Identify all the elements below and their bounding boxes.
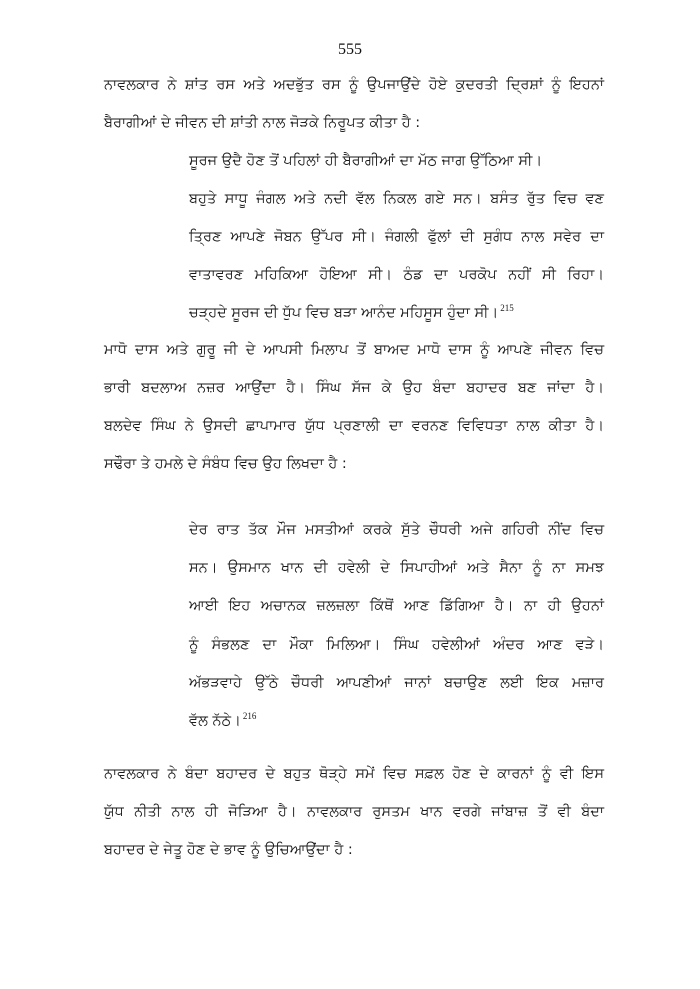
- paragraph-line: ਬਹਾਦਰ ਦੇ ਜੇਤੂ ਹੋਣ ਦੇ ਭਾਵ ਨੂੰ ਉਚਿਆਉਂਦਾ ਹੈ :: [104, 842, 353, 858]
- quote-text: ਚੜ੍ਹਦੇ ਸੂਰਜ ਦੀ ਧੁੱਪ ਵਿਚ ਬੜਾ ਆਨੰਦ ਮਹਿਸੂਸ ਹੁੰਦਾ ਸੀ।: [189, 305, 499, 321]
- quote-line-last: [189, 302, 604, 324]
- quote-text: ਵੱਲ ਨੱਠੇ।: [189, 713, 241, 729]
- paragraph-line: ਸਢੌਰਾ ਤੇ ਹਮਲੇ ਦੇ ਸੰਬੰਧ ਵਿਚ ਉਹ ਲਿਖਦਾ ਹੈ :: [104, 456, 347, 472]
- quote-line: ਸੂਰਜ ਉਦੈ ਹੋਣ ਤੋਂ ਪਹਿਲਾਂ ਹੀ ਬੈਰਾਗੀਆਂ ਦਾ ਮੱਠ ਜਾਗ ਉੱਠਿਆ ਸੀ।: [189, 153, 543, 169]
- quote-line: ਦੇਰ ਰਾਤ ਤੱਕ ਮੌਜ ਮਸਤੀਆਂ ਕਰਕੇ ਸੁੱਤੇ ਚੌਧਰੀ ਅਜੇ ਗਹਿਰੀ ਨੀਂਦ ਵਿਚ: [189, 522, 604, 538]
- paragraph-line: ਨਾਵਲਕਾਰ ਨੇ ਬੰਦਾ ਬਹਾਦਰ ਦੇ ਬਹੁਤ ਥੋੜ੍ਹੇ ਸਮੇਂ ਵਿਚ ਸਫ਼ਲ ਹੋਣ ਦੇ ਕਾਰਨਾਂ ਨੂੰ ਵੀ ਇਸ: [104, 766, 604, 782]
- paragraph-line: ਮਾਧੋ ਦਾਸ ਅਤੇ ਗੁਰੂ ਜੀ ਦੇ ਆਪਸੀ ਮਿਲਾਪ ਤੋਂ ਬਾਅਦ ਮਾਧੋ ਦਾਸ ਨੂੰ ਆਪਣੇ ਜੀਵਨ ਵਿਚ: [104, 342, 604, 358]
- quote-line: ਤ੍ਰਿਣ ਆਪਣੇ ਜੋਬਨ ਉੱਪਰ ਸੀ। ਜੰਗਲੀ ਫੁੱਲਾਂ ਦੀ ਸੁਗੰਧ ਨਾਲ ਸਵੇਰ ਦਾ: [189, 229, 604, 245]
- page-number: 555: [338, 41, 362, 58]
- quote-line: ਸਨ। ਉਸਮਾਨ ਖਾਨ ਦੀ ਹਵੇਲੀ ਦੇ ਸਿਪਾਹੀਆਂ ਅਤੇ ਸੈਨਾ ਨੂੰ ਨਾ ਸਮਝ: [189, 560, 604, 576]
- paragraph-line: ਯੁੱਧ ਨੀਤੀ ਨਾਲ ਹੀ ਜੋੜਿਆ ਹੈ। ਨਾਵਲਕਾਰ ਰੁਸਤਮ ਖਾਨ ਵਰਗੇ ਜਾਂਬਾਜ਼ ਤੋਂ ਵੀ ਬੰਦਾ: [104, 804, 604, 820]
- paragraph-line: ਬੈਰਾਗੀਆਂ ਦੇ ਜੀਵਨ ਦੀ ਸ਼ਾਂਤੀ ਨਾਲ ਜੋੜਕੇ ਨਿਰੂਪਤ ਕੀਤਾ ਹੈ :: [104, 115, 421, 131]
- quote-line: ਆਈ ਇਹ ਅਚਾਨਕ ਜ਼ਲਜ਼ਲਾ ਕਿੱਥੋਂ ਆਣ ਡਿੱਗਿਆ ਹੈ। ਨਾ ਹੀ ਉਹਨਾਂ: [189, 598, 604, 614]
- footnote-reference[interactable]: 215: [500, 303, 514, 314]
- quote-line: ਨੂੰ ਸੰਭਲਣ ਦਾ ਮੌਕਾ ਮਿਲਿਆ। ਸਿੰਘ ਹਵੇਲੀਆਂ ਅੰਦਰ ਆਣ ਵੜੇ।: [189, 637, 604, 653]
- paragraph-line: ਬਲਦੇਵ ਸਿੰਘ ਨੇ ਉਸਦੀ ਛਾਪਾਮਾਰ ਯੁੱਧ ਪ੍ਰਣਾਲੀ ਦਾ ਵਰਨਣ ਵਿਵਿਧਤਾ ਨਾਲ ਕੀਤਾ ਹੈ।: [104, 418, 604, 434]
- quote-line-last: [189, 710, 604, 732]
- quote-line: ਵਾਤਾਵਰਣ ਮਹਿਕਿਆ ਹੋਇਆ ਸੀ। ਠੰਡ ਦਾ ਪਰਕੋਪ ਨਹੀਂ ਸੀ ਰਿਹਾ।: [189, 267, 604, 283]
- quote-line: ਬਹੁਤੇ ਸਾਧੂ ਜੰਗਲ ਅਤੇ ਨਦੀ ਵੱਲ ਨਿਕਲ ਗਏ ਸਨ। ਬਸੰਤ ਰੁੱਤ ਵਿਚ ਵਣ: [189, 191, 604, 207]
- paragraph-line: ਨਾਵਲਕਾਰ ਨੇ ਸ਼ਾਂਤ ਰਸ ਅਤੇ ਅਦਭੁੱਤ ਰਸ ਨੂੰ ਉਪਜਾਉਂਦੇ ਹੋਏ ਕੁਦਰਤੀ ਦ੍ਰਿਸ਼ਾਂ ਨੂੰ ਇਹਨਾਂ: [104, 77, 604, 93]
- paragraph-line: ਭਾਰੀ ਬਦਲਾਅ ਨਜ਼ਰ ਆਉਂਦਾ ਹੈ। ਸਿੰਘ ਸੱਜ ਕੇ ਉਹ ਬੰਦਾ ਬਹਾਦਰ ਬਣ ਜਾਂਦਾ ਹੈ।: [104, 380, 604, 396]
- quote-line: ਅੱਭੜਵਾਹੇ ਉੱਠੇ ਚੌਧਰੀ ਆਪਣੀਆਂ ਜਾਨਾਂ ਬਚਾਉਣ ਲਈ ਇਕ ਮਜ਼ਾਰ: [189, 675, 604, 691]
- footnote-reference[interactable]: 216: [242, 711, 257, 722]
